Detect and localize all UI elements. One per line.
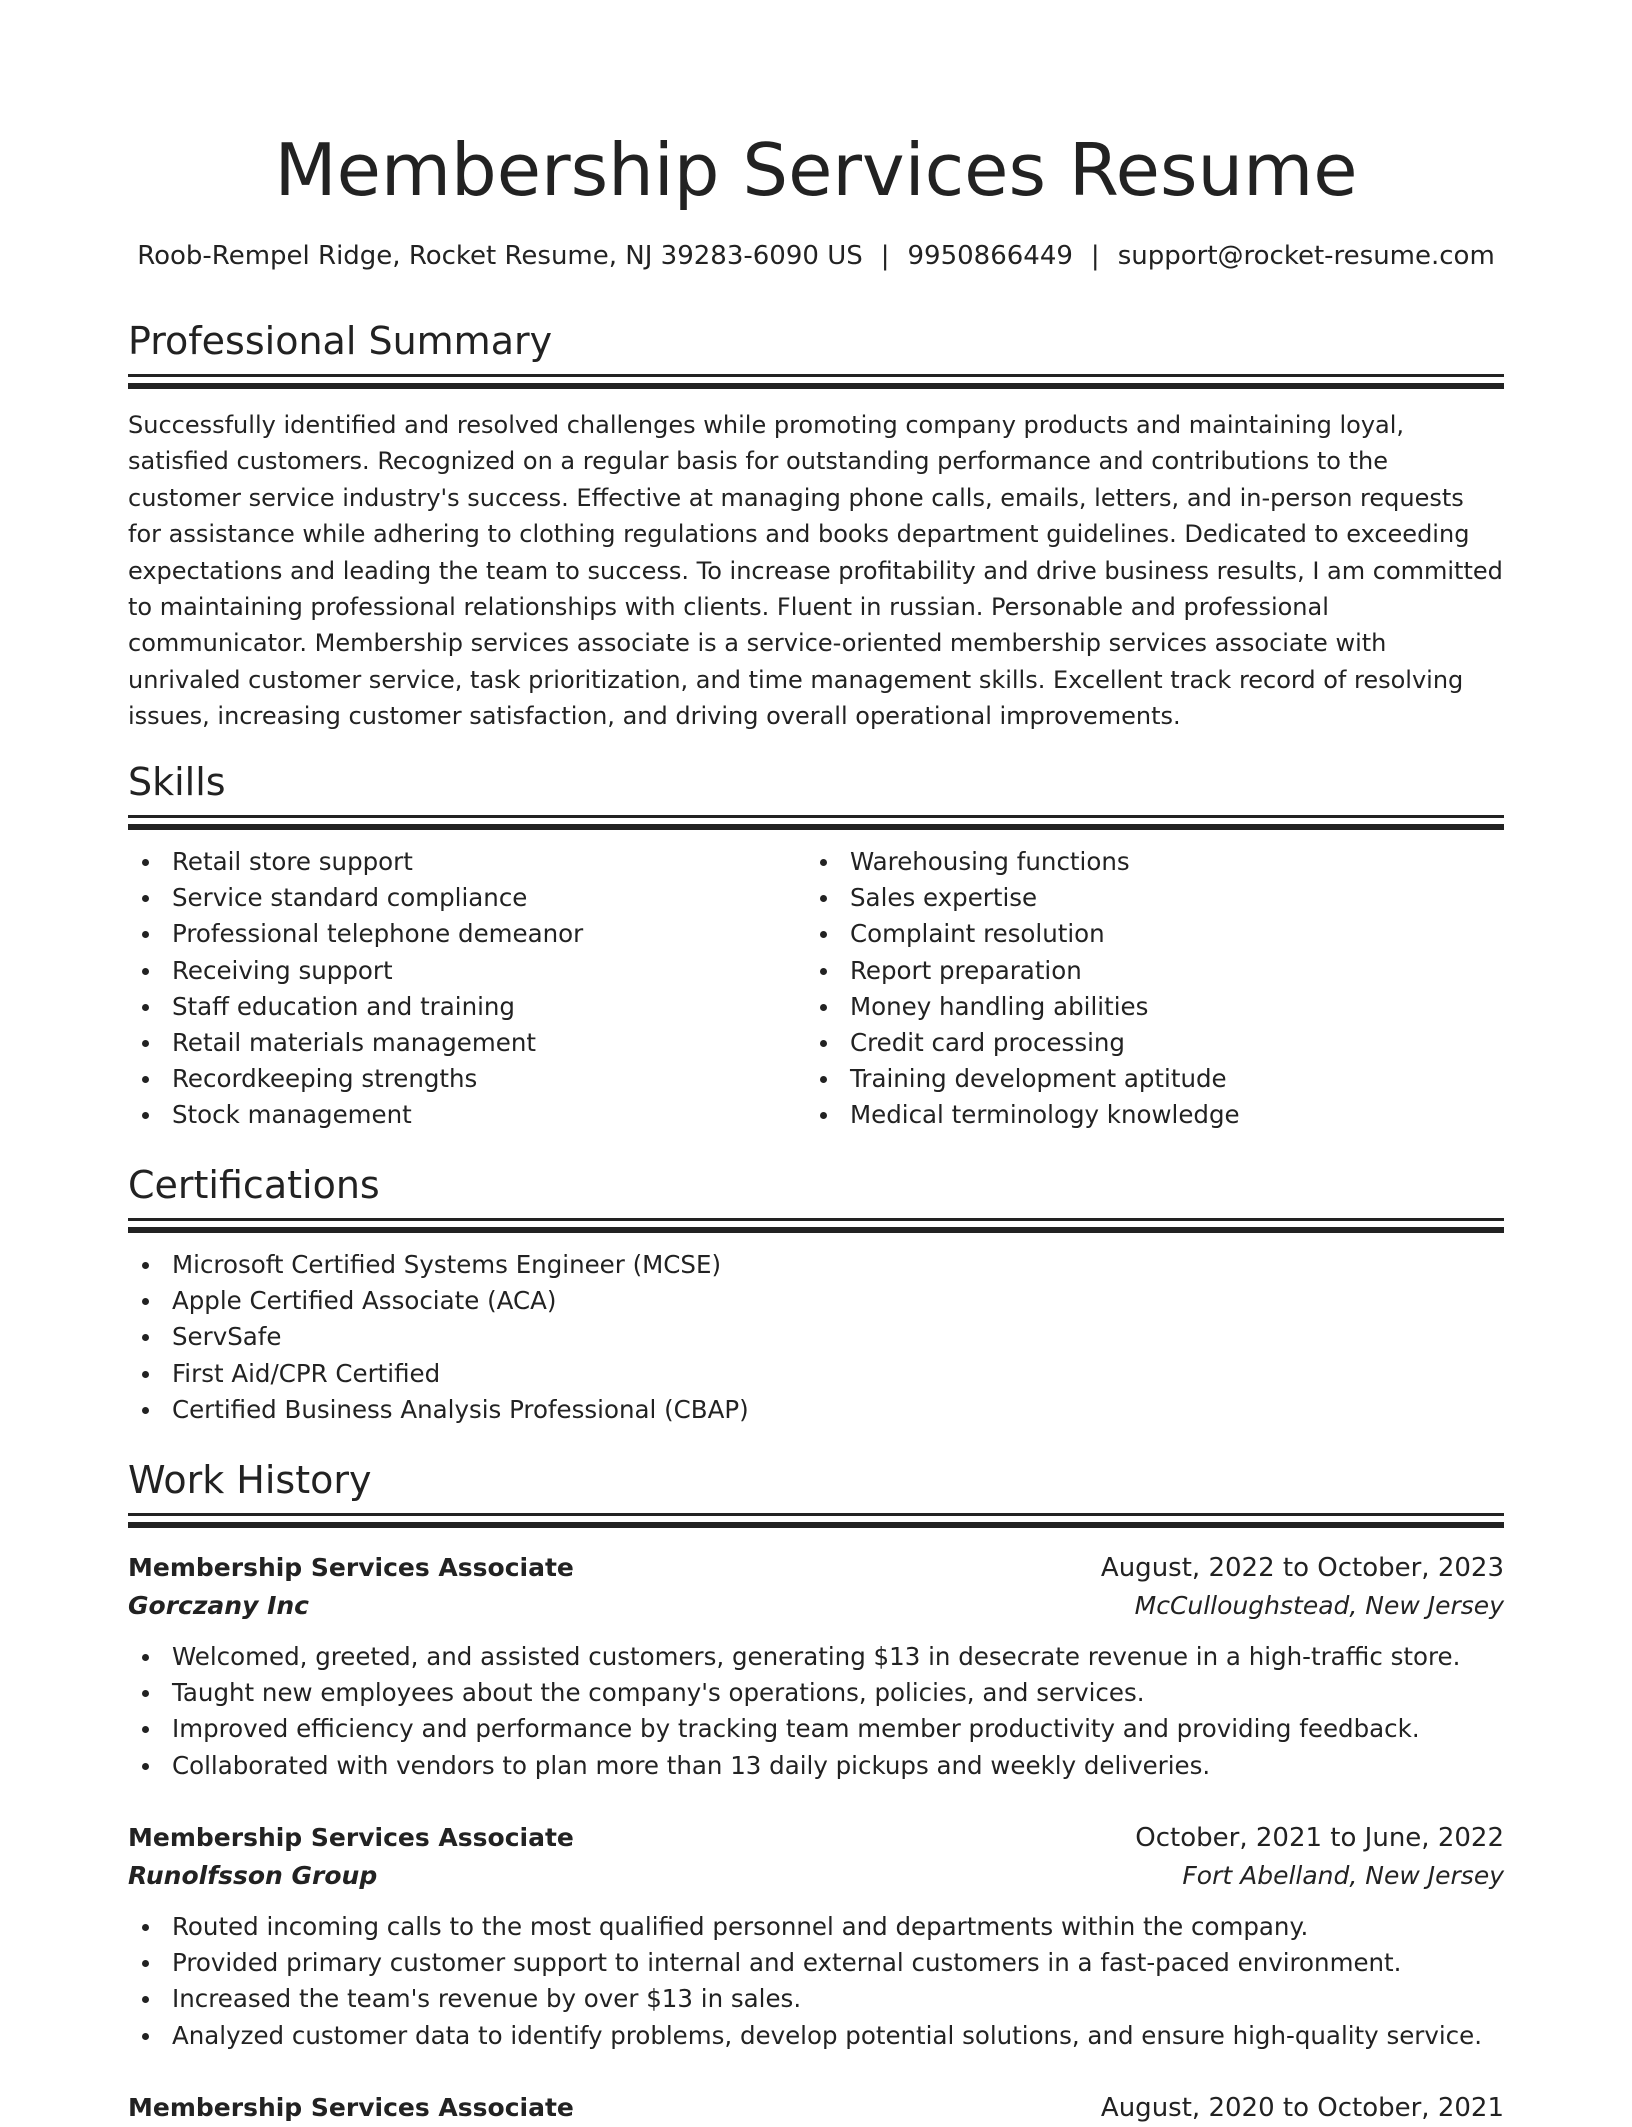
job-company: Gorczany Inc [128, 1591, 309, 1620]
list-item: Report preparation [806, 953, 1484, 989]
list-item: Retail store support [128, 844, 806, 880]
summary-text: Successfully identified and resolved challenges while promoting company products and maintaining loyal, satisfied customers. Recognized on a regular basis for outstanding performance and contributions to the customer service industry's success. Effective at managing phone calls, emails, letters, and in-person requests for assistance while adhering to clothing regulations and books department guidelines. Dedicated to exceeding expectations and leading the team to success. To increase profitability and drive business results, I am committed to maintaining professional relationships with clients. Fluent in russian. Personable and professional communicator. Membership services associate is a service-oriented membership services associate with unrivaled customer service, task prioritization, and time management skills. Excellent track record of resolving issues, increasing customer satisfaction, and driving overall operational improvements. [128, 411, 1503, 731]
job-company: Runolfsson Group [128, 1861, 378, 1890]
skills-list-right [806, 844, 1484, 1134]
list-item: Complaint resolution [806, 916, 1484, 952]
skills-section [128, 757, 1504, 1134]
job-header-row [128, 1549, 1504, 1587]
list-item: Analyzed customer data to identify problems, develop potential solutions, and ensure high-quality service. [128, 2018, 1504, 2054]
section-divider [128, 1522, 1504, 1528]
job-company-row [128, 1587, 1504, 1625]
list-item: Professional telephone demeanor [128, 916, 806, 952]
list-item: Apple Certified Associate (ACA) [128, 1283, 1504, 1319]
job-header-row [128, 2089, 1504, 2127]
list-item: ServSafe [128, 1319, 1504, 1355]
resume-title: Membership Services Resume [274, 128, 1358, 212]
section-heading-work-history: Work History [128, 1458, 372, 1502]
certifications-list [128, 1247, 1504, 1428]
list-item: Receiving support [128, 953, 806, 989]
list-item: Stock management [128, 1097, 806, 1133]
list-item: Collaborated with vendors to plan more than 13 daily pickups and weekly deliveries. [128, 1748, 1504, 1784]
contact-line [128, 238, 1504, 274]
job-header-row [128, 1819, 1504, 1857]
contact-separator: | [1090, 241, 1100, 271]
job-bullets [128, 1639, 1504, 1784]
job-entry [128, 1549, 1504, 1784]
job-bullets [128, 1909, 1504, 2054]
job-location: Fort Abelland, New Jersey [1182, 1861, 1504, 1890]
section-divider [128, 1218, 1504, 1221]
job-title: Membership Services Associate [128, 1553, 574, 1582]
list-item: Staff education and training [128, 989, 806, 1025]
list-item: Taught new employees about the company's operations, policies, and services. [128, 1675, 1504, 1711]
job-location: McCulloughstead, New Jersey [1134, 1591, 1504, 1620]
contact-phone: 9950866449 [907, 241, 1073, 271]
certifications-section [128, 1160, 1504, 1428]
job-entry [128, 2089, 1504, 2127]
list-item: Certified Business Analysis Professional (CBAP) [128, 1392, 1504, 1428]
section-divider [128, 1513, 1504, 1516]
section-divider [128, 374, 1504, 377]
section-divider [128, 1227, 1504, 1233]
section-heading-summary: Professional Summary [128, 319, 553, 363]
list-item: Medical terminology knowledge [806, 1097, 1484, 1133]
contact-address: Roob-Rempel Ridge, Rocket Resume, NJ 39283-6090 US [137, 241, 863, 271]
job-title: Membership Services Associate [128, 2093, 574, 2122]
list-item: Sales expertise [806, 880, 1484, 916]
section-divider [128, 815, 1504, 818]
summary-section [128, 316, 1504, 735]
list-item: Increased the team's revenue by over $13 in sales. [128, 1981, 1504, 2017]
skills-list-left [128, 844, 806, 1134]
list-item: Money handling abilities [806, 989, 1484, 1025]
job-dates: August, 2022 to October, 2023 [1100, 1553, 1504, 1583]
list-item: Recordkeeping strengths [128, 1061, 806, 1097]
list-item: Credit card processing [806, 1025, 1484, 1061]
job-dates: October, 2021 to June, 2022 [1135, 1823, 1504, 1853]
job-company-row [128, 1857, 1504, 1895]
list-item: Welcomed, greeted, and assisted customers, generating $13 in desecrate revenue in a high-traffic store. [128, 1639, 1504, 1675]
work-history-section [128, 1455, 1504, 1528]
list-item: Microsoft Certified Systems Engineer (MCSE) [128, 1247, 1504, 1283]
skills-columns [128, 844, 1504, 1134]
job-dates: August, 2020 to October, 2021 [1100, 2093, 1504, 2123]
contact-separator: | [880, 241, 890, 271]
section-divider [128, 383, 1504, 389]
section-heading-certifications: Certifications [128, 1163, 380, 1207]
list-item: Training development aptitude [806, 1061, 1484, 1097]
section-heading-skills: Skills [128, 760, 226, 804]
list-item: Warehousing functions [806, 844, 1484, 880]
list-item: Service standard compliance [128, 880, 806, 916]
list-item: Retail materials management [128, 1025, 806, 1061]
section-divider [128, 824, 1504, 830]
list-item: First Aid/CPR Certified [128, 1356, 1504, 1392]
job-title: Membership Services Associate [128, 1823, 574, 1852]
list-item: Routed incoming calls to the most qualified personnel and departments within the company. [128, 1909, 1504, 1945]
contact-email: support@rocket-resume.com [1117, 241, 1495, 271]
list-item: Provided primary customer support to internal and external customers in a fast-paced environment. [128, 1945, 1504, 1981]
job-entry [128, 1819, 1504, 2054]
list-item: Improved efficiency and performance by tracking team member productivity and providing feedback. [128, 1711, 1504, 1747]
